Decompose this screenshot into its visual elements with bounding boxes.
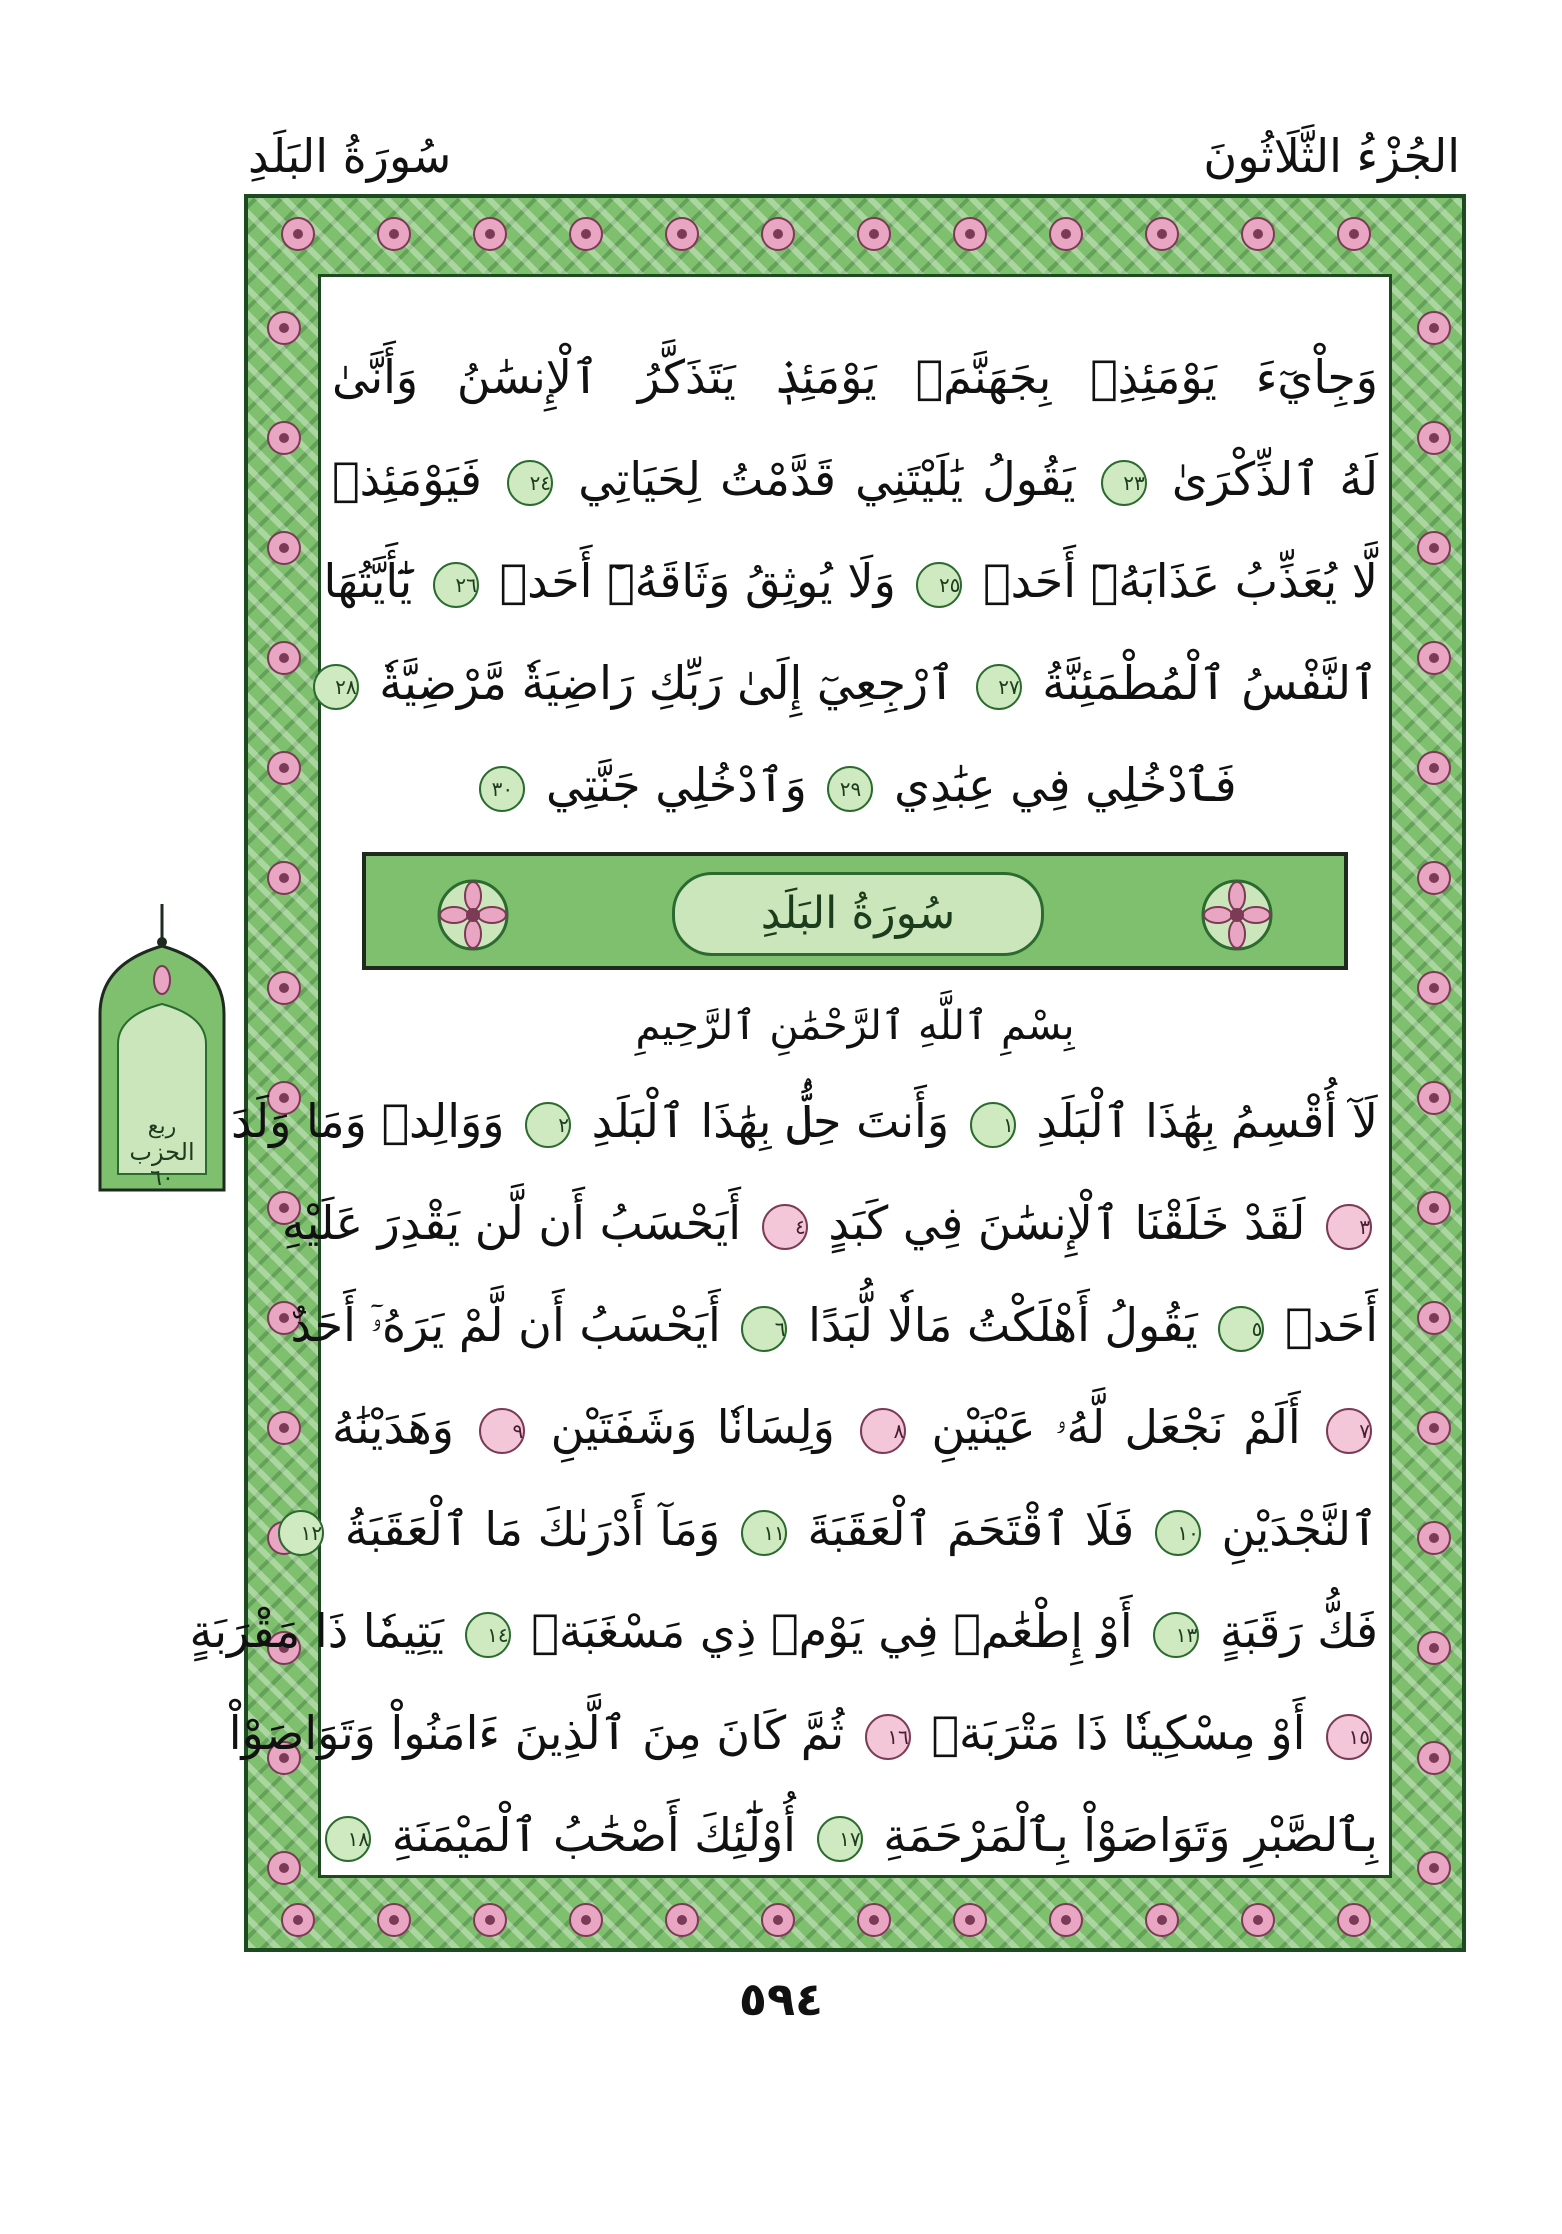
border-flower-icon [268, 1412, 300, 1444]
verse-text: فَٱدْخُلِي فِي عِبَٰدِي [894, 758, 1237, 812]
ayah-number-marker: ٧ [1326, 1408, 1372, 1454]
ayah-number-marker: ١ [970, 1102, 1016, 1148]
verse-text: أَوْ إِطْعَٰمٞ فِي يَوْمٖ ذِي مَسْغَبَةٖ [531, 1604, 1133, 1658]
border-flower-icon [1418, 1082, 1450, 1114]
verse-text: لَآ أُقْسِمُ بِهَٰذَا ٱلْبَلَدِ [1036, 1094, 1378, 1148]
border-flower-icon [268, 1852, 300, 1884]
verse-text: وَمَآ أَدْرَىٰكَ مَا ٱلْعَقَبَةُ [344, 1502, 721, 1556]
ayah-number-marker: ١٧ [817, 1816, 863, 1862]
border-flower-icon [268, 752, 300, 784]
ayah-number-marker: ٢٧ [976, 664, 1022, 710]
border-flower-icon [378, 1904, 410, 1936]
verse-text: وَلَا يُوثِقُ وَثَاقَهُۥٓ أَحَدٞ [499, 554, 896, 608]
border-flower-icon [1418, 972, 1450, 1004]
ayah-number-marker: ٢٩ [827, 766, 873, 812]
border-flower-icon [268, 972, 300, 1004]
verse-text: أُوْلَٰٓئِكَ أَصْحَٰبُ ٱلْمَيْمَنَةِ [391, 1808, 796, 1862]
border-flower-icon [570, 218, 602, 250]
ayah-number-marker: ٩ [479, 1408, 525, 1454]
border-flower-icon [282, 1904, 314, 1936]
verse-text: وَجِاْيٓءَ يَوْمَئِذِۭ بِجَهَنَّمَۚ يَوْمَئِذٖ يَتَذَكَّرُ ٱلْإِنسَٰنُ وَأَنَّىٰ [332, 350, 1378, 404]
border-flower-icon [1418, 752, 1450, 784]
border-flower-icon [858, 1904, 890, 1936]
verse-line [332, 632, 1378, 734]
border-flower-icon [1146, 218, 1178, 250]
ayah-number-marker: ٨ [860, 1408, 906, 1454]
verse-text: وَأَنتَ حِلُّۢ بِهَٰذَا ٱلْبَلَدِ [591, 1094, 950, 1148]
border-flower-icon [1418, 1852, 1450, 1884]
verse-text: يَتِيمٗا ذَا مَقْرَبَةٍ [189, 1604, 444, 1658]
verse-text: وَلِسَانٗا وَشَفَتَيْنِ [550, 1400, 835, 1454]
border-flower-icon [1242, 1904, 1274, 1936]
ayah-number-marker: ١٤ [465, 1612, 511, 1658]
verse-text: أَيَحْسَبُ أَن لَّن يَقْدِرَ عَلَيْهِ [281, 1196, 742, 1250]
border-flower-icon [1050, 218, 1082, 250]
border-flower-icon [474, 218, 506, 250]
ayah-number-marker: ٦ [741, 1306, 787, 1352]
ayah-number-marker: ١١ [741, 1510, 787, 1556]
verse-line [228, 1682, 1378, 1784]
border-flower-icon [762, 1904, 794, 1936]
ayah-number-marker: ٤ [762, 1204, 808, 1250]
border-flower-icon [1418, 422, 1450, 454]
ayah-number-marker: ٢٤ [507, 460, 553, 506]
border-flower-icon [954, 218, 986, 250]
border-flower-icon [1242, 218, 1274, 250]
hizb-number: ٦٠ [150, 1166, 174, 1191]
verse-text: يَٰٓأَيَّتُهَا [323, 554, 413, 608]
border-flower-icon [762, 218, 794, 250]
verses-top [323, 326, 1379, 836]
hizb-label-2: الحزب [129, 1138, 195, 1166]
verse-text: وَٱدْخُلِي جَنَّتِي [546, 758, 807, 812]
verse-text: أَلَمْ نَجْعَل لَّهُۥ عَيْنَيْنِ [931, 1400, 1301, 1454]
border-flower-icon [570, 1904, 602, 1936]
verses-bottom [189, 1070, 1378, 1886]
border-flower-icon [1146, 1904, 1178, 1936]
border-flower-icon [282, 218, 314, 250]
basmala: بِسْمِ ٱللَّهِ ٱلرَّحْمَٰنِ ٱلرَّحِيمِ [635, 1003, 1075, 1049]
ayah-number-marker: ٣٠ [479, 766, 525, 812]
border-flower-icon [268, 642, 300, 674]
border-flower-icon [858, 218, 890, 250]
ayah-number-marker: ١٦ [865, 1714, 911, 1760]
border-flower-icon [1418, 1522, 1450, 1554]
verse-text: وَوَالِدٖ وَمَا وَلَدَ [230, 1094, 505, 1148]
verse-line [290, 1274, 1378, 1376]
verse-text: ثُمَّ كَانَ مِنَ ٱلَّذِينَ ءَامَنُواْ وَتَوَاصَوْاْ [228, 1706, 845, 1760]
border-flower-icon [1418, 312, 1450, 344]
border-flower-icon [1338, 218, 1370, 250]
verse-line [300, 1478, 1378, 1580]
verse-text: لَهُ ٱلذِّكْرَىٰ [1171, 452, 1379, 506]
ayah-number-marker: ١٠ [1155, 1510, 1201, 1556]
border-flower-icon [666, 1904, 698, 1936]
flower-icon [436, 878, 510, 952]
juz-title: الجُزْءُ الثَّلَاثُونَ [1203, 129, 1460, 183]
verse-line [230, 1070, 1378, 1172]
border-flower-icon [1418, 642, 1450, 674]
ayah-number-marker: ١٥ [1326, 1714, 1372, 1760]
verse-line [332, 1376, 1378, 1478]
verse-text: فَكُّ رَقَبَةٍ [1219, 1604, 1378, 1658]
ayah-number-marker: ١٢ [278, 1510, 324, 1556]
verse-text: أَيَحْسَبُ أَن لَّمْ يَرَهُۥٓ أَحَدٌ [290, 1298, 721, 1352]
page-number: ٥٩٤ [738, 1972, 824, 2026]
verse-text: وَهَدَيْنَٰهُ [332, 1400, 454, 1454]
verse-line [332, 1784, 1378, 1886]
border-flower-icon [268, 862, 300, 894]
verse-text: يَقُولُ يَٰلَيْتَنِي قَدَّمْتُ لِحَيَاتِي [578, 452, 1076, 506]
verse-line [323, 530, 1378, 632]
verse-text: ٱرْجِعِيٓ إِلَىٰ رَبِّكِ رَاضِيَةٗ مَّرْضِيَّةٗ [379, 656, 956, 710]
verse-text: فَلَا ٱقْتَحَمَ ٱلْعَقَبَةَ [807, 1502, 1135, 1556]
ayah-number-marker: ٥ [1218, 1306, 1264, 1352]
border-flower-icon [268, 312, 300, 344]
verse-text: لَّا يُعَذِّبُ عَذَابَهُۥٓ أَحَدٞ [983, 554, 1378, 608]
flower-icon [1200, 878, 1274, 952]
border-flower-icon [1338, 1904, 1370, 1936]
ayah-number-marker: ١٨ [325, 1816, 371, 1862]
ayah-number-marker: ٢٦ [433, 562, 479, 608]
border-flower-icon [474, 1904, 506, 1936]
border-flower-icon [1418, 1192, 1450, 1224]
verse-text: لَقَدْ خَلَقْنَا ٱلْإِنسَٰنَ فِي كَبَدٍ [828, 1196, 1306, 1250]
surah-header-title: سُورَةُ البَلَدِ [248, 129, 452, 183]
ayah-number-marker: ٢٣ [1101, 460, 1147, 506]
border-flower-icon [954, 1904, 986, 1936]
verse-line [281, 1172, 1378, 1274]
verse-text: يَقُولُ أَهْلَكْتُ مَالٗا لُّبَدًا [808, 1298, 1198, 1352]
verse-text: أَوْ مِسْكِينٗا ذَا مَتْرَبَةٖ [931, 1706, 1306, 1760]
border-flower-icon [268, 532, 300, 564]
border-flower-icon [1418, 1742, 1450, 1774]
hizb-label-1: ربع [147, 1114, 177, 1139]
verse-text: أَحَدٞ [1285, 1298, 1378, 1352]
border-flower-icon [666, 218, 698, 250]
verse-text: بِٱلصَّبْرِ وَتَوَاصَوْاْ بِٱلْمَرْحَمَةِ [883, 1808, 1378, 1862]
border-flower-icon [268, 422, 300, 454]
surah-banner [362, 852, 1348, 970]
verse-line [332, 734, 1378, 836]
ayah-number-marker: ١٣ [1153, 1612, 1199, 1658]
verse-line [332, 326, 1378, 428]
verse-line [189, 1580, 1378, 1682]
border-flower-icon [1418, 532, 1450, 564]
border-flower-icon [1418, 1412, 1450, 1444]
border-flower-icon [1418, 1302, 1450, 1334]
border-flower-icon [378, 218, 410, 250]
ayah-number-marker: ٢٥ [916, 562, 962, 608]
ayah-number-marker: ٢٨ [313, 664, 359, 710]
border-flower-icon [1418, 1632, 1450, 1664]
verse-line [332, 428, 1378, 530]
verse-text: فَيَوْمَئِذٖ [332, 452, 482, 506]
verse-text: ٱلنَّجْدَيْنِ [1221, 1502, 1378, 1556]
ayah-number-marker: ٢ [525, 1102, 571, 1148]
border-flower-icon [1050, 1904, 1082, 1936]
verse-text: ٱلنَّفْسُ ٱلْمُطْمَئِنَّةُ [1042, 656, 1378, 710]
border-flower-icon [1418, 862, 1450, 894]
ayah-number-marker: ٣ [1326, 1204, 1372, 1250]
surah-banner-title: سُورَةُ البَلَدِ [672, 872, 1044, 956]
